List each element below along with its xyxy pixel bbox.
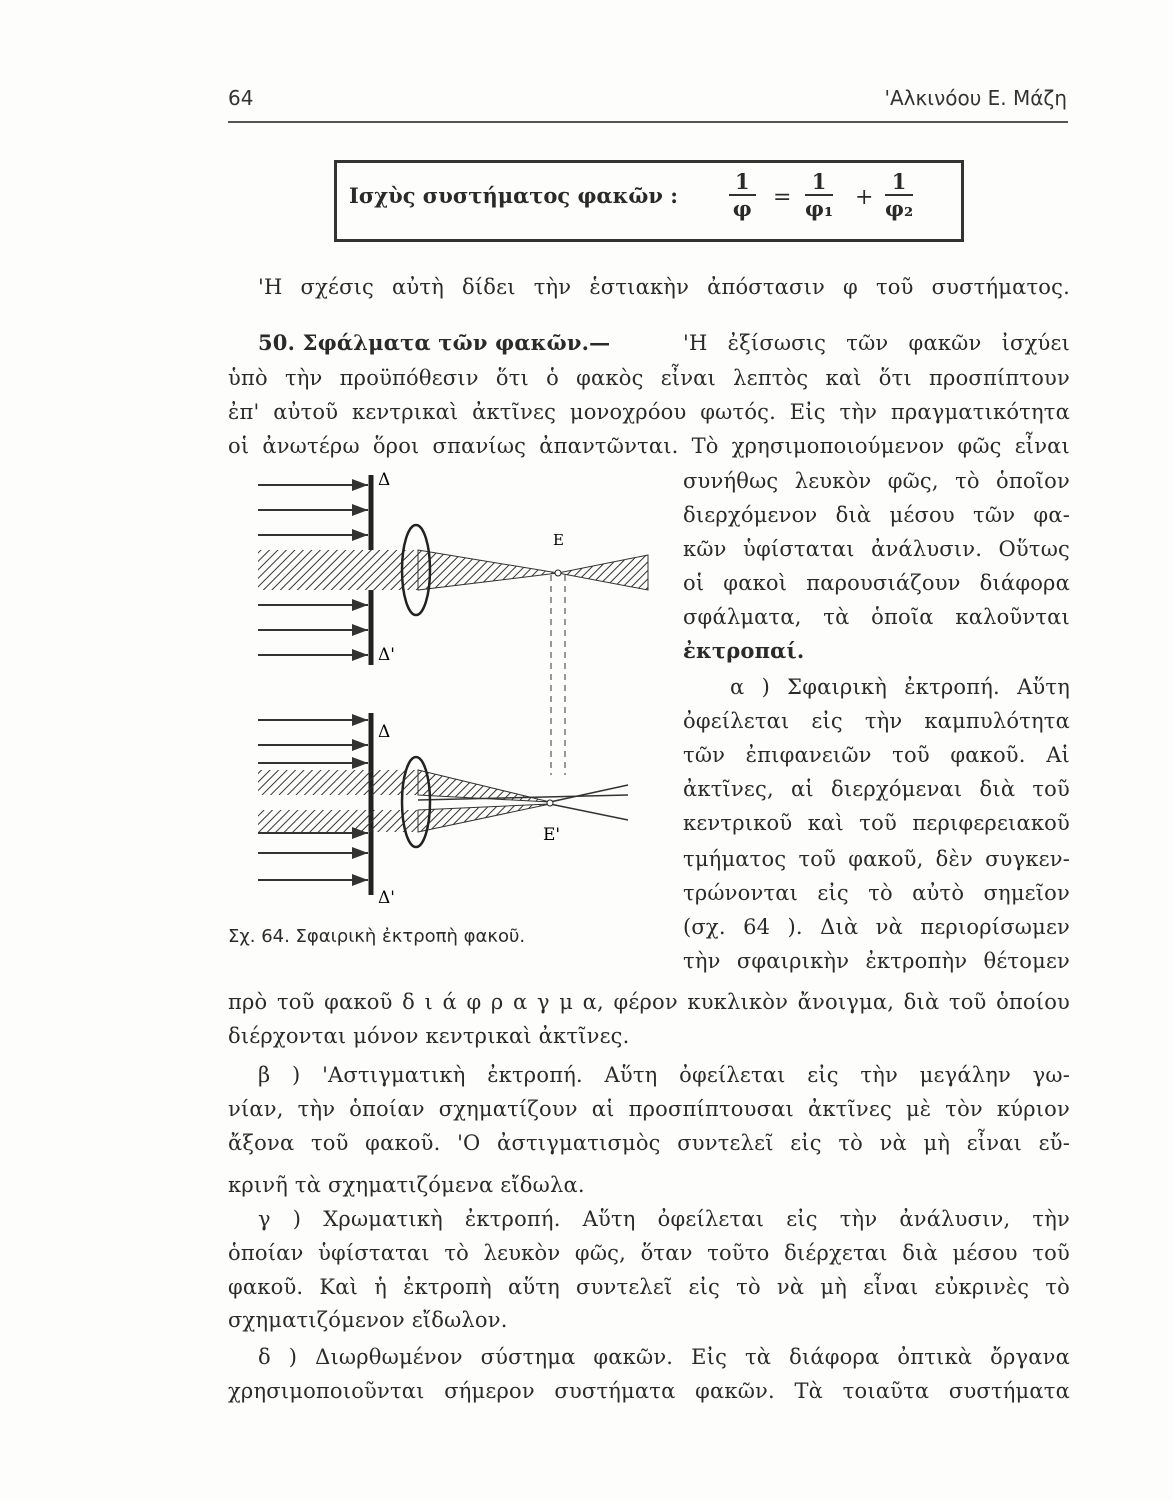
top-diagram-diaphragm xyxy=(258,470,648,775)
numerator: 1 xyxy=(805,169,833,196)
text-line: ὁποίαν ὑφίσταται τὸ λευκὸν φῶς, ὅταν τοῦτο διέρχεται διὰ μέσου τοῦ xyxy=(228,1241,1070,1265)
text-line: 'Η ἐξίσωσις τῶν φακῶν ἰσχύει xyxy=(683,331,1070,355)
text-line: (σχ. 64 ). Διὰ νὰ περιορίσωμεν xyxy=(683,915,1070,939)
fraction-term1 xyxy=(805,169,833,221)
fraction-term2 xyxy=(885,169,913,221)
denominator: φ₁ xyxy=(805,196,834,221)
text-line: ἀκτῖνες, αἱ διερχόμεναι διὰ τοῦ xyxy=(683,777,1070,801)
text-line: α ) Σφαιρικὴ ἐκτροπή. Αὕτη xyxy=(730,675,1070,699)
text-line: κῶν ὑφίσταται ἀνάλυσιν. Οὕτως xyxy=(683,537,1070,561)
fraction-lhs xyxy=(729,169,756,221)
denominator: φ₂ xyxy=(885,196,914,221)
section-heading: 50. Σφάλματα τῶν φακῶν.— xyxy=(258,330,611,355)
text-line: ὀφείλεται εἰς τὴν καμπυλότητα xyxy=(683,709,1070,733)
text-line: ἄξονα τοῦ φακοῦ. 'Ο ἀστιγματισμὸς συντελεῖ εἰς τὸ νὰ μὴ εἶναι εὔ- xyxy=(228,1131,1070,1155)
spherical-aberration-figure xyxy=(228,455,668,915)
text-line: φακοῦ. Καὶ ἡ ἐκτροπὴ αὕτη συντελεῖ εἰς τὸ νὰ μὴ εἶναι εὐκρινὲς τὸ xyxy=(228,1275,1070,1299)
label-delta-prime-top: Δ' xyxy=(378,645,395,665)
text-line: κρινῆ τὰ σχηματιζόμενα εἴδωλα. xyxy=(228,1173,585,1197)
formula-label: Ισχὺς συστήματος φακῶν : xyxy=(349,183,679,208)
term-ektropai: ἐκτροπαί. xyxy=(683,638,805,663)
text-line: τῶν ἐπιφανειῶν τοῦ φακοῦ. Αἱ xyxy=(683,743,1070,767)
text-line: διέρχονται μόνον κεντρικαὶ ἀκτῖνες. xyxy=(228,1024,630,1048)
label-delta-top: Δ xyxy=(378,470,391,490)
text-line: β ) 'Αστιγματικὴ ἐκτροπή. Αὕτη ὀφείλεται εἰς τὴν μεγάλην γω- xyxy=(258,1063,1070,1087)
text-line: χρησιμοποιοῦνται σήμερον συστήματα φακῶν. Τὰ τοιαῦτα συστήματα xyxy=(228,1379,1070,1403)
text-line: πρὸ τοῦ φακοῦ δ ι ά φ ρ α γ μ α, φέρον κυκλικὸν ἄνοιγμα, διὰ τοῦ ὁποίου xyxy=(228,990,1070,1014)
text-line: τὴν σφαιρικὴν ἐκτροπὴν θέτομεν xyxy=(683,949,1070,973)
text-line: συνήθως λευκὸν φῶς, τὸ ὁποῖον xyxy=(683,469,1070,493)
label-delta-bottom: Δ xyxy=(378,722,391,742)
text-line: ἐπ' αὐτοῦ κεντρικαὶ ἀκτῖνες μονοχρόου φωτός. Εἰς τὴν πραγματικότητα xyxy=(228,400,1070,424)
text-line: σφάλματα, τὰ ὁποῖα καλοῦνται xyxy=(683,605,1070,629)
text-line: νίαν, τὴν ὁποίαν σχηματίζουν αἱ προσπίπτουσαι ἀκτῖνες μὲ τὸν κύριον xyxy=(228,1097,1070,1121)
text-line: σχηματιζόμενον εἴδωλον. xyxy=(228,1308,508,1332)
formula-box xyxy=(334,160,964,242)
text-line: 'Η σχέσις αὐτὴ δίδει τὴν ἑστιακὴν ἀπόστασιν φ τοῦ συστήματος. xyxy=(258,275,1070,299)
text-line: τμήματος τοῦ φακοῦ, δὲν συγκεν- xyxy=(683,847,1070,871)
text-line: τρώνονται εἰς τὸ αὐτὸ σημεῖον xyxy=(683,881,1070,905)
equals-sign: = xyxy=(773,185,792,210)
text-line: ὑπὸ τὴν προϋπόθεσιν ὅτι ὁ φακὸς εἶναι λεπτὸς καὶ ὅτι προσπίπτουν xyxy=(228,366,1070,390)
text-line: διερχόμενον διὰ μέσου τῶν φα- xyxy=(683,503,1070,527)
figure-caption: Σχ. 64. Σφαιρικὴ ἐκτροπὴ φακοῦ. xyxy=(228,926,526,947)
denominator: φ xyxy=(732,196,752,221)
numerator: 1 xyxy=(729,169,756,196)
plus-sign: + xyxy=(855,185,874,210)
text-line: οἱ ἀνωτέρω ὅροι σπανίως ἀπαντῶνται. Τὸ χρησιμοποιούμενον φῶς εἶναι xyxy=(228,434,1070,458)
label-focus-e: Ε xyxy=(553,531,564,549)
text-line: οἱ φακοὶ παρουσιάζουν διάφορα xyxy=(683,571,1070,595)
text-line: κεντρικοῦ καὶ τοῦ περιφερειακοῦ xyxy=(683,811,1070,835)
bottom-diagram-full-lens xyxy=(258,713,628,908)
page-number: 64 xyxy=(228,86,254,110)
text-line: δ ) Διωρθωμένον σύστημα φακῶν. Εἰς τὰ διάφορα ὀπτικὰ ὄργανα xyxy=(258,1345,1070,1369)
header-rule xyxy=(228,121,1068,123)
text-line: γ ) Χρωματικὴ ἐκτροπή. Αὕτη ὀφείλεται εἰς τὴν ἀνάλυσιν, τὴν xyxy=(258,1207,1070,1231)
running-header-author: 'Αλκινόου Ε. Μάζη xyxy=(884,86,1067,110)
numerator: 1 xyxy=(885,169,913,196)
label-delta-prime-bottom: Δ' xyxy=(378,888,395,908)
label-focus-e-prime: Ε' xyxy=(543,825,561,845)
